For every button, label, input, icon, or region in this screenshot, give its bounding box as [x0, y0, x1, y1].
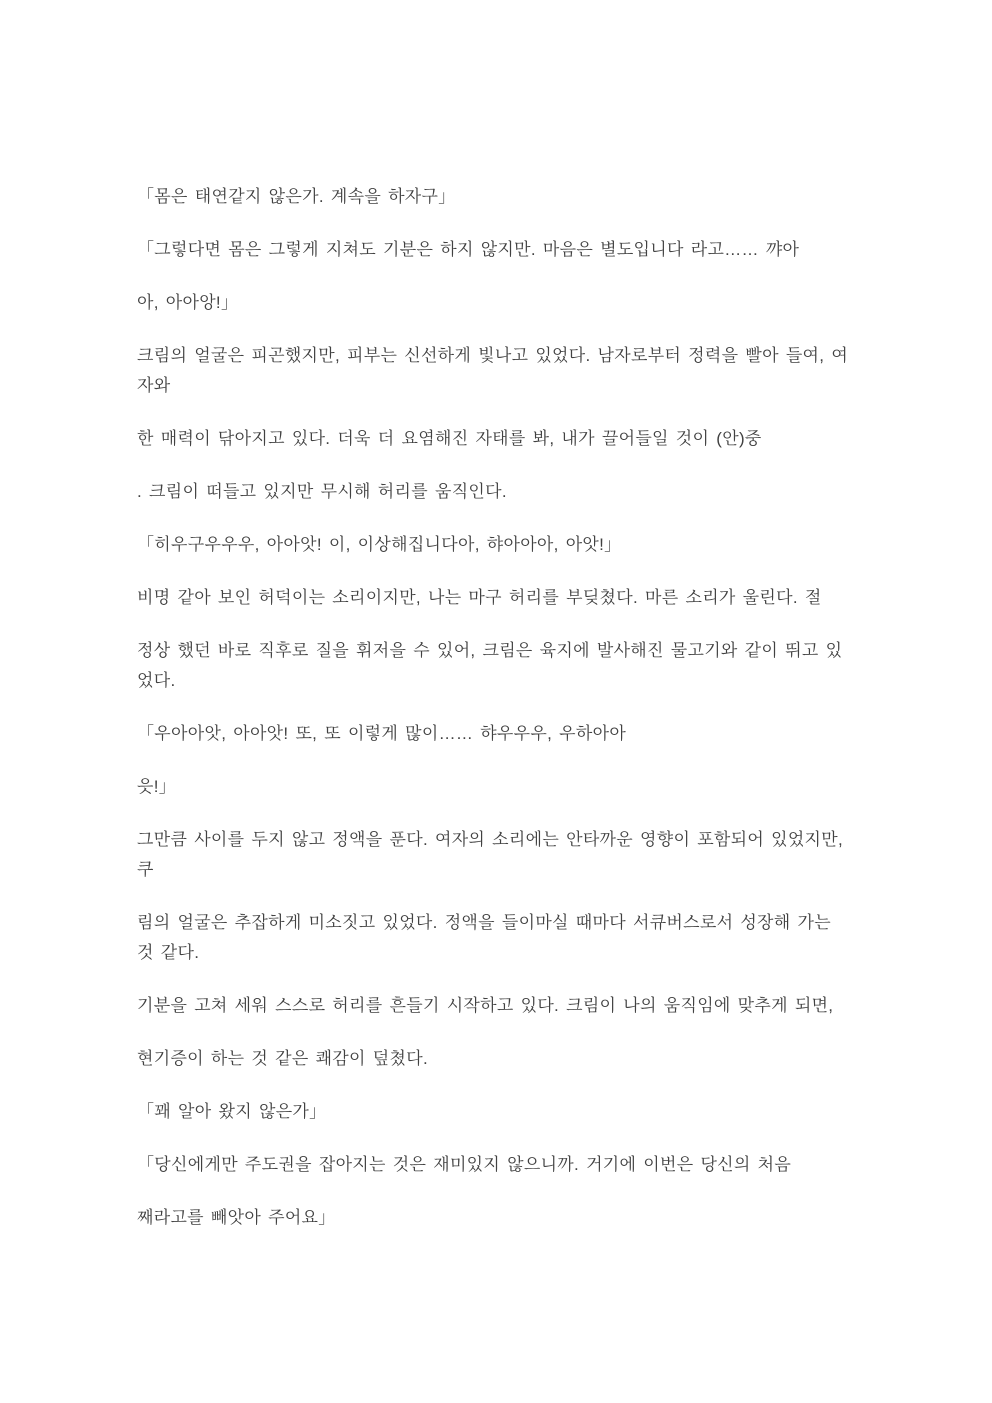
- paragraph: [137, 908, 882, 968]
- text-line: 기분을 고쳐 세워 스스로 허리를 흔들기 시작하고 있다. 크림이 나의 움직임에 맞추게 되면,: [137, 996, 834, 1015]
- text-line: 「그렇다면 몸은 그렇게 지쳐도 기분은 하지 않지만. 마음은 별도입니다 라고…… 꺄아: [137, 240, 800, 259]
- text-line: 「히우구우우우, 아아앗! 이, 이상해집니다아, 햐아아아, 아앗!」: [137, 535, 622, 554]
- text-line: 었다.: [137, 671, 176, 690]
- text-line: 읏!」: [137, 777, 177, 796]
- text-line: 「우아아앗, 아아앗! 또, 또 이렇게 많이…… 햐우우우, 우하아아: [137, 724, 627, 743]
- paragraph: [137, 1203, 882, 1233]
- text-line: 그만큼 사이를 두지 않고 정액을 푼다. 여자의 소리에는 안타까운 영향이 포함되어 있었지만,: [137, 830, 844, 849]
- text-line: . 크림이 떠들고 있지만 무시해 허리를 움직인다.: [137, 482, 507, 501]
- paragraph: [137, 288, 882, 318]
- paragraph: [137, 825, 882, 885]
- paragraph: [137, 1150, 882, 1180]
- text-line: 비명 같아 보인 허덕이는 소리이지만, 나는 마구 허리를 부딪쳤다. 마른 소리가 울린다. 절: [137, 588, 822, 607]
- text-line: 「당신에게만 주도권을 잡아지는 것은 재미있지 않으니까. 거기에 이번은 당신의 처음: [137, 1155, 792, 1174]
- text-line: 것 같다.: [137, 943, 200, 962]
- text-line: 림의 얼굴은 추잡하게 미소짓고 있었다. 정액을 들이마실 때마다 서큐버스로서 성장해 가는: [137, 913, 831, 932]
- text-line: 크림의 얼굴은 피곤했지만, 피부는 신선하게 빛나고 있었다. 남자로부터 정력을 빨아 들여, 여: [137, 346, 849, 365]
- text-line: 정상 했던 바로 직후로 질을 휘저을 수 있어, 크림은 육지에 발사해진 물고기와 같이 뛰고 있: [137, 641, 843, 660]
- paragraph: [137, 772, 882, 802]
- text-line: 「꽤 알아 왔지 않은가」: [137, 1102, 327, 1121]
- paragraph: [137, 477, 882, 507]
- paragraph: [137, 991, 882, 1021]
- text-line: 아, 아아앙!」: [137, 293, 239, 312]
- paragraph: [137, 1044, 882, 1074]
- paragraph: [137, 1097, 882, 1127]
- text-line: 자와: [137, 376, 171, 395]
- paragraph: [137, 424, 882, 454]
- paragraph: [137, 719, 882, 749]
- text-line: 한 매력이 닦아지고 있다. 더욱 더 요염해진 자태를 봐, 내가 끌어들일 것이 (안)중: [137, 429, 762, 448]
- paragraph: [137, 341, 882, 401]
- text-content: [137, 182, 882, 1256]
- paragraph: [137, 530, 882, 560]
- text-line: 「몸은 태연같지 않은가. 계속을 하자구」: [137, 187, 456, 206]
- paragraph: [137, 583, 882, 613]
- paragraph: [137, 182, 882, 212]
- paragraph: [137, 636, 882, 696]
- text-line: 쿠: [137, 860, 154, 879]
- text-line: 현기증이 하는 것 같은 쾌감이 덮쳤다.: [137, 1049, 428, 1068]
- text-line: 째라고를 빼앗아 주어요」: [137, 1208, 336, 1227]
- paragraph: [137, 235, 882, 265]
